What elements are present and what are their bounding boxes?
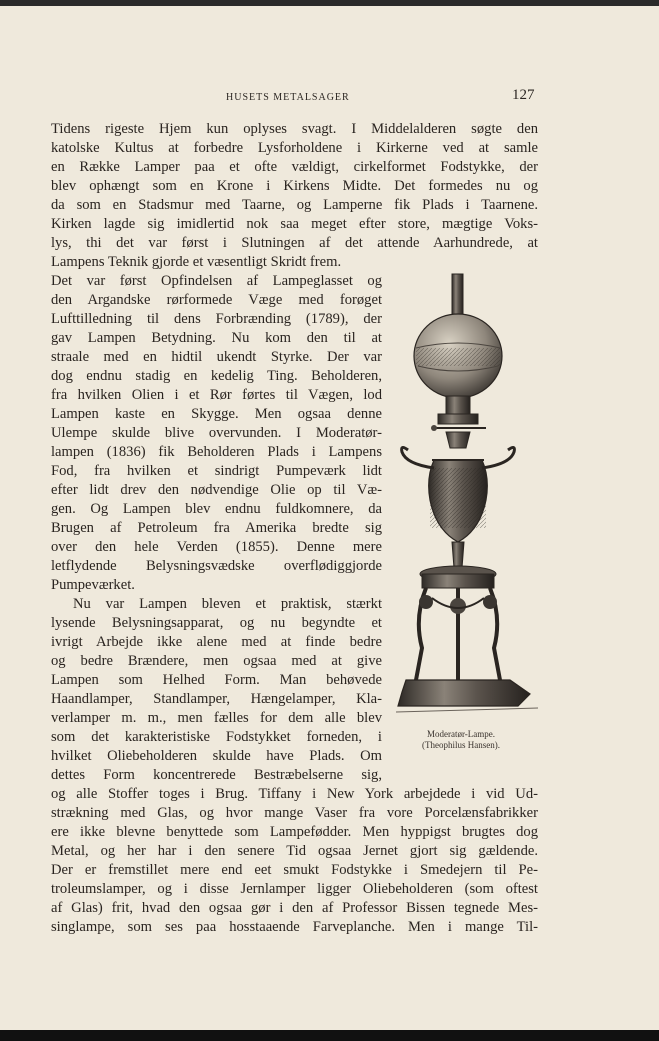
text-line: Lampen som Helhed Form. Man behøvede: [51, 672, 382, 688]
text-line: Lufttilledning til dens Forbrænding (1789), der: [51, 311, 382, 327]
text-line: straale med en hidtil ukendt Styrke. Der var: [51, 349, 382, 365]
caption-title: Moderatør-Lampe.: [426, 729, 496, 739]
text-line: dog endnu stadig en kedelig Ting. Beholderen,: [51, 368, 382, 384]
text-line: over den hele Verden (1855). Denne mere: [51, 539, 382, 555]
text-line: den Argandske rørformede Væge med forøget: [51, 292, 382, 308]
text-line: gav Lampen Betydning. Nu kom den til at: [51, 330, 382, 346]
text-line: Nu var Lampen bleven et praktisk, stærkt: [73, 596, 382, 612]
moderator-lamp-illustration: [396, 268, 541, 728]
text-line: letflydende Belysningsvædske overflødiggjorde: [51, 558, 382, 574]
book-page: [0, 6, 659, 1030]
text-line: lampen (1836) fik Beholderen Plads i Lampens: [51, 444, 382, 460]
text-line: verlamper m. m., men fælles for dem alle blev: [51, 710, 382, 726]
text-line: Lampen kaste en Skygge. Men ogsaa denne: [51, 406, 382, 422]
text-line: ere ikke blevne benyttede som Lampefødder. Men hyppigst brugtes dog: [51, 824, 538, 840]
text-line: ivrigt Arbejde ikke alene med at finde bedre: [51, 634, 382, 650]
text-line: Ulempe skulde blive overvunden. I Moderatør-: [51, 425, 382, 441]
text-line: katolske Kultus at forbedre Lysforholdene i Kirkerne ved at samle: [51, 140, 538, 156]
running-title: HUSETS METALSAGER: [226, 92, 350, 103]
text-line: Der er fremstillet mere end eet smukt Fodstykke i Smedejern til Pe-: [51, 862, 538, 878]
text-line: Metal, og her har i den senere Tid ogsaa Jernet gjort sig gældende.: [51, 843, 538, 859]
text-line: hvilket Oliebeholderen skulde have Plads. Om: [51, 748, 382, 764]
text-line: Kirken lagde sig imidlertid nok saa meget efter store, mægtige Voks-: [51, 216, 538, 232]
figure-caption: [405, 729, 517, 751]
text-line: da som en Stadsmur med Taarne, og Lamperne fik Plads i Taarnene.: [51, 197, 538, 213]
text-line: som det karakteristiske Fodstykket forneden, i: [51, 729, 382, 745]
text-line: Det var først Opfindelsen af Lampeglasset og: [51, 273, 382, 289]
text-line: blev ophængt som en Krone i Kirkens Midte. Det formedes nu og: [51, 178, 538, 194]
text-line: Tidens rigeste Hjem kun oplyses svagt. I Middelalderen søgte den: [51, 121, 538, 137]
text-line: Lampens Teknik gjorde et væsentligt Skridt frem.: [51, 254, 342, 270]
text-line: en Række Lamper paa et ofte vældigt, cirkelformet Fodstykke, der: [51, 159, 538, 175]
text-line: strækning med Glas, og hvor mange Vaser fra vore Porcelænsfabrikker: [51, 805, 538, 821]
text-line: dettes Form koncentrerede Bestræbelserne sig,: [51, 767, 382, 783]
page-number: 127: [512, 87, 535, 103]
text-line: lys, thi det var først i Slutningen af det attende Aarhundrede, at: [51, 235, 538, 251]
text-line: Fod, fra hvilken et sindrigt Pumpeværk lidt: [51, 463, 382, 479]
text-line: efter lidt drev den nødvendige Olie op til Væ-: [51, 482, 382, 498]
text-line: fra hvilken Olien i et Rør førtes til Vægen, lod: [51, 387, 382, 403]
text-line: og alle Stoffer toges i Brug. Tiffany i New York arbejdede i vid Ud-: [51, 786, 538, 802]
text-line: Haandlamper, Standlamper, Hængelamper, Kla-: [51, 691, 382, 707]
text-line: troleumslamper, og i disse Jernlamper ligger Oliebeholderen (som oftest: [51, 881, 538, 897]
text-line: af Glas) frit, hvad den ogsaa gør i den af Professor Bissen tegnede Mes-: [51, 900, 538, 916]
text-line: lysende Belysningsapparat, og nu begyndte et: [51, 615, 382, 631]
text-line: singlampe, som ses paa hosstaaende Farveplanche. Men i mange Til-: [51, 919, 538, 935]
caption-author: (Theophilus Hansen).: [422, 740, 500, 750]
bottom-edge: [0, 1030, 659, 1041]
text-line: og bedre Brændere, men ogsaa med at give: [51, 653, 382, 669]
text-line: gen. Og Lampen blev endnu fuldkomnere, da: [51, 501, 382, 517]
text-line: Brugen af Petroleum fra Amerika bredte sig: [51, 520, 382, 536]
text-line: Pumpeværket.: [51, 577, 135, 593]
